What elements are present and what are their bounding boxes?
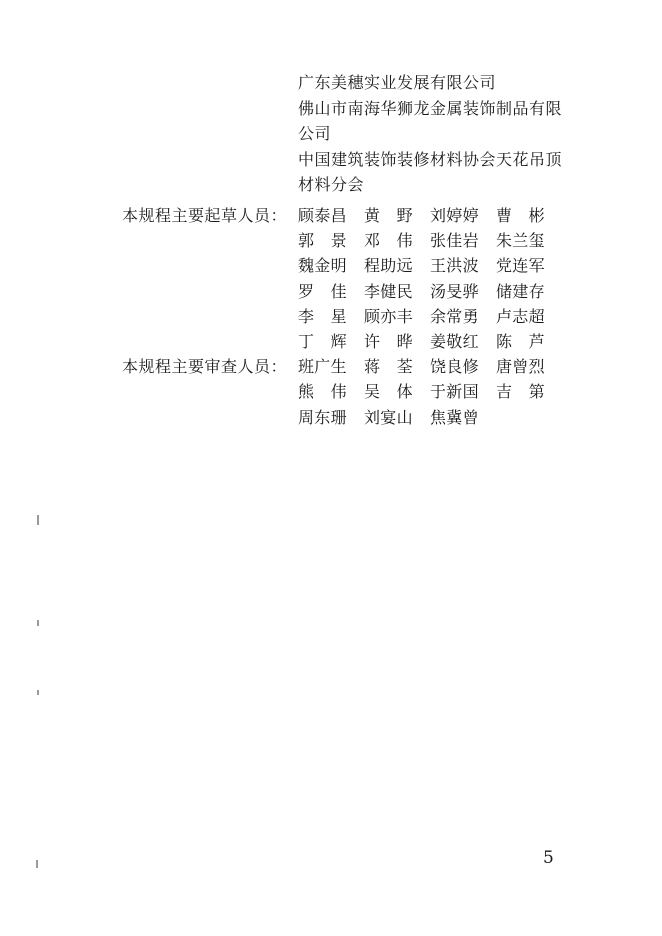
person-name: 吉 第 bbox=[496, 382, 545, 402]
name-list bbox=[298, 253, 562, 278]
person-name: 郭 景 bbox=[298, 231, 347, 251]
person-name: 顾亦丰 bbox=[364, 306, 413, 326]
drafters-row bbox=[122, 228, 562, 253]
page-number: 5 bbox=[543, 848, 554, 868]
person-name: 于新国 bbox=[430, 382, 479, 402]
name-list bbox=[298, 203, 562, 228]
name-list bbox=[298, 354, 562, 379]
scan-artifact bbox=[37, 515, 39, 525]
drafters-row bbox=[122, 203, 562, 228]
person-name: 姜敬红 bbox=[430, 331, 479, 351]
reviewers-label: 本规程主要审查人员： bbox=[122, 357, 288, 377]
organization-line: 广东美穗实业发展有限公司 bbox=[298, 73, 497, 92]
person-name: 储建存 bbox=[496, 281, 545, 301]
person-name: 熊 伟 bbox=[298, 382, 347, 402]
name-list bbox=[298, 228, 562, 253]
scan-artifact bbox=[36, 860, 38, 868]
drafters-row bbox=[122, 304, 562, 329]
person-name: 罗 佳 bbox=[298, 281, 347, 301]
scan-artifact bbox=[37, 620, 39, 626]
organization-line: 材料分会 bbox=[298, 175, 365, 194]
organization-line: 佛山市南海华狮龙金属装饰制品有限 bbox=[298, 98, 563, 118]
person-name: 许 晔 bbox=[364, 331, 413, 351]
person-name: 吴 体 bbox=[364, 382, 413, 402]
name-list bbox=[298, 379, 562, 404]
person-name: 邓 伟 bbox=[364, 231, 413, 251]
person-name: 刘宴山 bbox=[364, 407, 413, 427]
scan-artifact bbox=[37, 690, 39, 695]
name-list bbox=[298, 279, 562, 304]
drafters-label: 本规程主要起草人员： bbox=[122, 206, 288, 225]
organization-list bbox=[298, 70, 578, 198]
drafters-row bbox=[122, 329, 562, 354]
person-name: 魏金明 bbox=[298, 256, 347, 276]
person-name: 焦冀曾 bbox=[430, 407, 479, 427]
person-name: 丁 辉 bbox=[298, 331, 347, 351]
person-name: 饶良修 bbox=[430, 357, 479, 377]
person-name: 周东珊 bbox=[298, 407, 347, 427]
person-name: 唐曾烈 bbox=[496, 357, 545, 377]
reviewers-row bbox=[122, 405, 562, 430]
person-name: 蒋 荃 bbox=[364, 357, 413, 377]
person-name: 李健民 bbox=[364, 281, 413, 301]
personnel-list bbox=[122, 203, 562, 430]
person-name: 程助远 bbox=[364, 256, 413, 276]
person-name: 卢志超 bbox=[496, 306, 545, 326]
person-name: 汤旻骅 bbox=[430, 281, 479, 301]
person-name: 班广生 bbox=[298, 357, 347, 377]
drafters-row bbox=[122, 279, 562, 304]
name-list bbox=[298, 405, 496, 430]
person-name: 顾泰昌 bbox=[298, 206, 347, 225]
name-list bbox=[298, 304, 562, 329]
organization-line: 公司 bbox=[298, 124, 332, 143]
drafters-group bbox=[122, 203, 562, 354]
person-name: 黄 野 bbox=[364, 206, 413, 225]
drafters-row bbox=[122, 253, 562, 278]
reviewers-row bbox=[122, 354, 562, 379]
person-name: 党连军 bbox=[496, 256, 545, 276]
person-name: 余常勇 bbox=[430, 306, 479, 326]
person-name: 张佳岩 bbox=[430, 231, 479, 251]
reviewers-row bbox=[122, 379, 562, 404]
person-name: 朱兰玺 bbox=[496, 231, 545, 251]
organization-line: 中国建筑装饰装修材料协会天花吊顶 bbox=[298, 149, 563, 169]
person-name: 刘婷婷 bbox=[430, 206, 479, 225]
reviewers-group bbox=[122, 354, 562, 430]
person-name: 陈 芦 bbox=[496, 331, 545, 351]
name-list bbox=[298, 329, 562, 354]
person-name: 王洪波 bbox=[430, 256, 479, 276]
person-name: 曹 彬 bbox=[496, 206, 545, 225]
person-name: 李 星 bbox=[298, 306, 347, 326]
